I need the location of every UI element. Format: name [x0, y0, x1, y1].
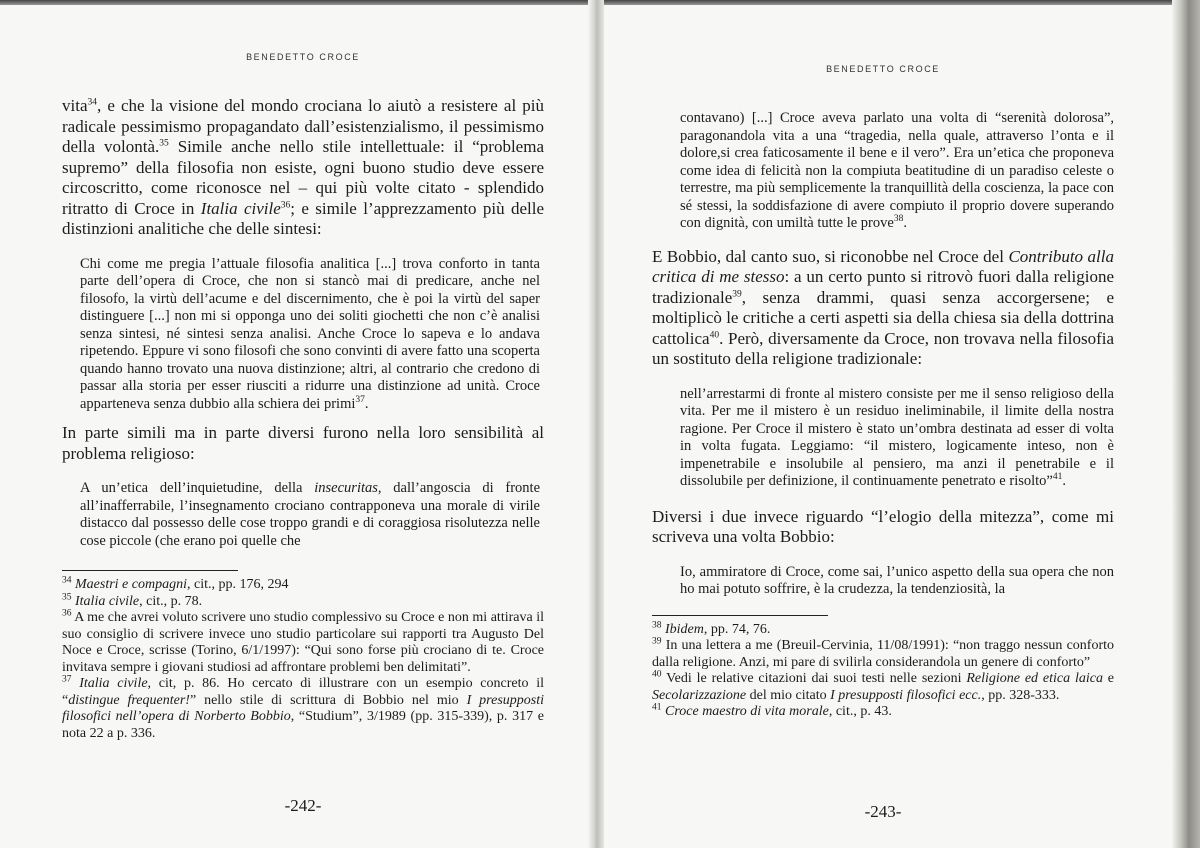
page-number: -243-	[864, 802, 902, 821]
block-quote: contavano) [...] Croce aveva parlato una volta di “serenità dolorosa”, paragonandola vita a una “tragedia, nella quale, attraverso l’onta e il dolore,si crea faticosamente il bene e il vero”. Era un’etica che proponeva come idea di felicità non la compiuta beatitudine di un paradiso celeste o terrestre, ma più semplicemente la tranquillità della coscienza, la pace con sé stessi, la soddisfazione di avere compiuto il proprio dovere superando con dignità, con umiltà tutte le prove$^{38}$.	[680, 110, 1114, 231]
block-quote: A un’etica dell’inquietudine, della insecuritas, dall’angoscia di fronte all’inafferrabile, l’insegnamento crociano contrapponeva una morale di virile distacco dal possesso delle cose troppo grandi e di coraggiosa risolutezza nelle cose piccole (che erano poi quelle che	[80, 480, 541, 549]
book-gutter	[588, 0, 604, 848]
footnote: $^{36}$ A me che avrei voluto scrivere uno studio complessivo su Croce e non mi attirava il suo consiglio di scrivere invece uno studio particolare sui rapporti tra Augusto Del Noce e Croce, scrisse (Torino, 6/1/1997): “Qui sono forse più crociano di te. Croce invitava sempre i giovani studiosi ad affrontare problemi ben delimitati”.	[62, 608, 544, 675]
page-edge-shadow	[1172, 0, 1200, 848]
footnote: $^{39}$ In una lettera a me (Breuil-Cervinia, 11/08/1991): “non traggo nessun conforto dalla religione. Anzi, mi pare di svilirla considerandola un genere di conforto”	[652, 636, 1114, 670]
page-number: -242-	[284, 796, 322, 815]
footnote-ref: 39	[732, 288, 742, 299]
footnote: $^{38}$ Ibidem, pp. 74, 76.	[652, 619, 771, 637]
block-quote: Io, ammiratore di Croce, come sai, l’unico aspetto della sua opera che non ho mai potuto soffrire, è la crudezza, la tendenziosità, la	[680, 563, 1114, 597]
footnote-ref: 40	[709, 329, 720, 340]
running-head: BENEDETTO CROCE	[826, 64, 940, 74]
right-page	[652, 0, 1114, 848]
footnote: $^{34}$ Maestri e compagni, cit., pp. 176, 294	[62, 575, 289, 592]
body-paragraph: E Bobbio, dal canto suo, si riconobbe nel Croce del Contributo alla critica di me stesso: a un certo punto si ritrovò fuori dalla religione tradizionale$^{39}$, senza drammi, quasi senza accorgersene; e moltiplicò le critiche a certi aspetti sia della chiesa sia della dottrina cattolica$^{40}$. Però, diversamente da Croce, non trovava nella filosofia un sostituto della religione tradizionale:	[652, 246, 1115, 368]
body-paragraph: Diversi i due invece riguardo “l’elogio della mitezza”, come mi scriveva una volta Bobbio:	[652, 506, 1114, 546]
body-paragraph: In parte simili ma in parte diversi furono nella loro sensibilità al problema religioso:	[62, 423, 544, 463]
footnote-ref: 36	[280, 199, 291, 210]
footnote-ref: 38	[893, 214, 904, 225]
block-quote: nell’arrestarmi di fronte al mistero consiste per me il senso religioso della vita. Per me il mistero è un residuo ineliminabile, il limite della nostra ragione. Per Croce il mistero è stato un’ombra destinata ad esser di volta in volta fugata. Leggiamo: “il mistero, logicamente inteso, non è impenetrabile e insolubile al pensiero, ma anzi il penetrabile e il dissolubile per definizione, il continuamente penetrato e risolto”$^{41}$.	[680, 385, 1114, 489]
footnote-ref: 41	[1052, 472, 1063, 483]
running-head: BENEDETTO CROCE	[246, 52, 360, 62]
footnote: $^{41}$ Croce maestro di vita morale, cit., p. 43.	[652, 702, 892, 719]
footnote: $^{40}$ Vedi le relative citazioni dai suoi testi nelle sezioni Religione ed etica laica e Secolarizzazione del mio citato I presupposti filosofici ecc., pp. 328-333.	[652, 669, 1115, 703]
left-page	[62, 0, 544, 848]
block-quote: Chi come me pregia l’attuale filosofia analitica [...] trova conforto in tanta parte dell’opera di Croce, che non si stancò mai di predicare, anche nel filosofo, la virtù dell’acume e del discernimento, che è poi la virtù del saper distinguere [...] non mi si opponga uno dei soliti giochetti che non c’è analisi senza sintesi, né sintesi senza analisi. Anche Croce lo sapeva e lo andava ripetendo. Eppure vi sono filosofi che sono convinti di avere fatto una scoperta quando hanno trovato una nuova distinzione; altri, al contrario che credono di passar alla storia per esser riusciti a ridurre una distinzione ad unità. Croce apparteneva senza dubbio alla schiera dei primi$^{37}$.	[80, 255, 540, 412]
left-page-content	[62, 96, 544, 742]
footnote-ref: 34	[87, 97, 97, 108]
footnote-ref: 35	[159, 138, 169, 149]
footnote: $^{35}$ Italia civile, cit., p. 78.	[62, 591, 203, 609]
footnote: $^{37}$ Italia civile, cit, p. 86. Ho cercato di illustrare con un esempio concreto il “distingue frequenter!” nello stile di scrittura di Bobbio nel mio I presupposti filosofici nell’opera di Norberto Bobbio, “Studium”, 3/1989 (pp. 315-339), p. 317 e nota 22 a p. 336.	[62, 674, 545, 741]
right-page-content	[652, 110, 1114, 721]
footnote-ref: 37	[355, 394, 365, 405]
body-paragraph: vita$^{34}$, e che la visione del mondo crociana lo aiutò a resistere al più radicale pessimismo propagandato dall’esistenzialismo, il pessimismo della volontà.$^{35}$ Simile anche nello stile intellettuale: il “problema supremo” della filosofia non esiste, ogni buono studio deve essere circoscritto, come riconosce nel – qui più volte citato - splendido ritratto di Croce in Italia civile$^{36}$; e simile l’apprezzamento più delle distinzioni analitiche che delle sintesi:	[62, 96, 544, 238]
